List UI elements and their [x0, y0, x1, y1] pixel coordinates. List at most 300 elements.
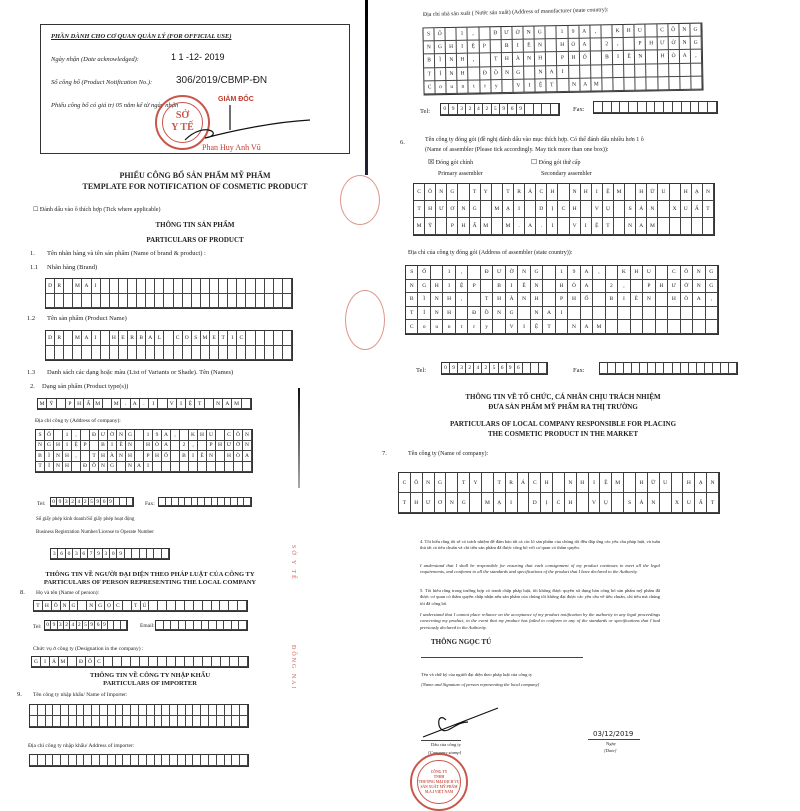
char-cell[interactable]	[119, 279, 128, 294]
char-cell[interactable]: 6	[515, 363, 523, 374]
char-cell[interactable]	[137, 294, 146, 309]
char-cell[interactable]: T	[424, 68, 435, 81]
char-cell[interactable]	[242, 399, 251, 409]
char-cell[interactable]: 9	[51, 621, 57, 630]
char-cell[interactable]	[481, 201, 492, 218]
char-cell[interactable]	[135, 430, 144, 441]
char-cell[interactable]: N	[679, 37, 690, 50]
char-cell[interactable]	[479, 27, 490, 40]
char-cell[interactable]: S	[192, 331, 201, 346]
char-cell[interactable]	[625, 184, 636, 201]
char-cell[interactable]	[201, 294, 210, 309]
char-cell[interactable]: H	[556, 280, 568, 294]
char-cell[interactable]: .	[514, 218, 525, 235]
char-cell[interactable]	[123, 716, 131, 727]
char-cell[interactable]: P	[557, 52, 568, 65]
char-cell[interactable]: H	[75, 399, 84, 409]
char-cell[interactable]	[624, 363, 632, 374]
char-cell[interactable]	[103, 399, 112, 409]
char-cell[interactable]: S	[406, 266, 418, 280]
char-cell[interactable]: t	[469, 80, 480, 93]
char-cell[interactable]	[601, 25, 612, 38]
char-cell[interactable]	[232, 705, 240, 716]
char-cell[interactable]: N	[243, 430, 252, 441]
char-cell[interactable]: T	[470, 184, 481, 201]
char-cell[interactable]: A	[581, 266, 593, 280]
char-cell[interactable]: N	[570, 184, 581, 201]
char-cell[interactable]	[30, 705, 38, 716]
char-cell[interactable]	[164, 331, 173, 346]
char-cell[interactable]: 9	[95, 498, 101, 506]
char-cell[interactable]: T	[414, 201, 425, 218]
char-cell[interactable]: M	[591, 78, 602, 91]
char-cell[interactable]	[30, 755, 38, 766]
char-cell[interactable]: B	[36, 451, 45, 462]
char-cell[interactable]: 4	[474, 363, 482, 374]
char-cell[interactable]: N	[431, 293, 443, 307]
char-cell[interactable]: Ố	[418, 266, 430, 280]
char-cell[interactable]: C	[95, 657, 104, 667]
char-cell[interactable]: Đ	[490, 27, 501, 40]
char-cell[interactable]: 2	[180, 441, 189, 452]
char-cell[interactable]	[556, 320, 568, 334]
char-cell[interactable]	[697, 363, 705, 374]
char-cell[interactable]	[228, 346, 237, 361]
char-cell[interactable]: I	[506, 280, 518, 294]
char-cell[interactable]: U	[660, 473, 672, 493]
char-cell[interactable]: Ệ	[536, 79, 547, 92]
char-cell[interactable]: Ệ	[456, 280, 468, 294]
char-cell[interactable]: Ấ	[695, 493, 707, 513]
char-cell[interactable]: C	[424, 81, 435, 94]
char-cell[interactable]: T	[491, 53, 502, 66]
char-cell[interactable]	[523, 363, 531, 374]
char-cell[interactable]	[198, 462, 207, 473]
char-cell[interactable]	[240, 755, 248, 766]
char-cell[interactable]	[664, 102, 673, 113]
char-cell[interactable]: Ì	[435, 54, 446, 67]
char-cell[interactable]	[646, 64, 657, 77]
char-cell[interactable]: U	[635, 25, 646, 38]
char-cell[interactable]	[116, 705, 124, 716]
char-cell[interactable]: H	[636, 184, 647, 201]
char-cell[interactable]	[658, 201, 669, 218]
char-cell[interactable]	[77, 705, 85, 716]
char-cell[interactable]	[192, 294, 201, 309]
char-cell[interactable]: A	[135, 462, 144, 473]
char-cell[interactable]: I	[524, 79, 535, 92]
char-cell[interactable]	[201, 716, 209, 727]
char-cell[interactable]: 3	[73, 549, 80, 559]
char-cell[interactable]: N	[54, 451, 63, 462]
char-cell[interactable]	[193, 705, 201, 716]
char-cell[interactable]	[183, 294, 192, 309]
char-cell[interactable]: u	[431, 320, 443, 334]
char-cell[interactable]	[53, 716, 61, 727]
char-cell[interactable]	[171, 462, 180, 473]
char-cell[interactable]: ,	[171, 430, 180, 441]
char-cell[interactable]	[699, 102, 708, 113]
char-cell[interactable]	[658, 64, 669, 77]
char-cell[interactable]: A	[223, 399, 232, 409]
char-cell[interactable]	[525, 201, 536, 218]
char-cell[interactable]	[108, 716, 116, 727]
char-cell[interactable]: A	[543, 307, 555, 321]
char-cell[interactable]	[205, 399, 214, 409]
company-tel-field[interactable]	[50, 497, 134, 507]
char-cell[interactable]: Ò	[568, 280, 580, 294]
char-cell[interactable]: N	[565, 473, 577, 493]
char-cell[interactable]	[664, 363, 672, 374]
manufacturer-address-grid[interactable]	[422, 23, 703, 96]
char-cell[interactable]	[546, 26, 557, 39]
char-cell[interactable]: 9	[568, 26, 579, 39]
char-cell[interactable]: G	[447, 184, 458, 201]
char-cell[interactable]: ,	[618, 280, 630, 294]
char-cell[interactable]: E	[119, 331, 128, 346]
char-cell[interactable]: Ệ	[603, 184, 614, 201]
char-cell[interactable]	[539, 363, 547, 374]
char-cell[interactable]	[61, 755, 69, 766]
char-cell[interactable]	[174, 279, 183, 294]
importer-name-grid[interactable]	[29, 704, 249, 728]
char-cell[interactable]: 5	[89, 498, 95, 506]
char-cell[interactable]: N	[568, 320, 580, 334]
char-cell[interactable]	[543, 266, 555, 280]
char-cell[interactable]: T	[195, 399, 204, 409]
char-cell[interactable]: A	[579, 26, 590, 39]
char-cell[interactable]: M	[94, 399, 103, 409]
char-cell[interactable]	[669, 77, 680, 90]
char-cell[interactable]: ,	[706, 293, 718, 307]
license-number-field[interactable]	[50, 548, 170, 560]
char-cell[interactable]	[216, 462, 225, 473]
char-cell[interactable]: N	[243, 441, 252, 452]
char-cell[interactable]	[178, 755, 186, 766]
char-cell[interactable]	[108, 755, 116, 766]
company-address-grid[interactable]	[35, 429, 253, 473]
char-cell[interactable]	[613, 65, 624, 78]
char-cell[interactable]: M	[232, 399, 241, 409]
primary-assembler-checkbox[interactable]: ☒	[428, 158, 435, 166]
char-cell[interactable]: 2	[483, 104, 491, 115]
char-cell[interactable]: Ồ	[491, 67, 502, 80]
char-cell[interactable]: Ạ	[695, 473, 707, 493]
char-cell[interactable]: Ị	[541, 493, 553, 513]
char-cell[interactable]: Ệ	[600, 473, 612, 493]
char-cell[interactable]	[140, 657, 149, 667]
assembler-address-grid[interactable]	[405, 265, 719, 335]
char-cell[interactable]: 2	[83, 498, 89, 506]
char-cell[interactable]: 3	[458, 104, 466, 115]
char-cell[interactable]: H	[443, 307, 455, 321]
manufacturer-fax-field[interactable]	[593, 101, 718, 114]
char-cell[interactable]	[703, 218, 714, 235]
char-cell[interactable]	[81, 451, 90, 462]
char-cell[interactable]: B	[99, 441, 108, 452]
char-cell[interactable]	[162, 549, 169, 559]
char-cell[interactable]: A	[146, 331, 155, 346]
char-cell[interactable]: 9	[108, 498, 114, 506]
char-cell[interactable]: H	[646, 38, 657, 51]
char-cell[interactable]: M	[73, 279, 82, 294]
char-cell[interactable]	[146, 279, 155, 294]
char-cell[interactable]: 5	[490, 363, 498, 374]
char-cell[interactable]	[490, 40, 501, 53]
char-cell[interactable]: N	[707, 473, 719, 493]
char-cell[interactable]: ,	[189, 441, 198, 452]
char-cell[interactable]: S	[423, 28, 434, 41]
char-cell[interactable]	[531, 363, 539, 374]
char-cell[interactable]	[600, 363, 608, 374]
char-cell[interactable]	[84, 755, 92, 766]
char-cell[interactable]: 1	[443, 266, 455, 280]
char-cell[interactable]	[156, 621, 164, 630]
char-cell[interactable]: T	[494, 473, 506, 493]
char-cell[interactable]: G	[108, 462, 117, 473]
char-cell[interactable]	[123, 755, 131, 766]
char-cell[interactable]: I	[189, 451, 198, 462]
char-cell[interactable]	[479, 54, 490, 67]
local-company-name-grid[interactable]	[398, 472, 720, 514]
char-cell[interactable]	[123, 705, 131, 716]
char-cell[interactable]	[691, 102, 700, 113]
char-cell[interactable]	[216, 430, 225, 441]
char-cell[interactable]: S	[625, 201, 636, 218]
char-cell[interactable]	[708, 102, 717, 113]
char-cell[interactable]	[660, 493, 672, 513]
char-cell[interactable]: C	[225, 430, 234, 441]
char-cell[interactable]: P	[144, 451, 153, 462]
char-cell[interactable]	[692, 218, 703, 235]
char-cell[interactable]	[176, 601, 185, 611]
char-cell[interactable]	[170, 755, 178, 766]
char-cell[interactable]: Ô	[425, 184, 436, 201]
char-cell[interactable]: C	[414, 184, 425, 201]
char-cell[interactable]: I	[41, 657, 50, 667]
char-cell[interactable]	[669, 64, 680, 77]
char-cell[interactable]: A	[162, 441, 171, 452]
char-cell[interactable]	[55, 294, 64, 309]
char-cell[interactable]: A	[162, 430, 171, 441]
char-cell[interactable]	[551, 104, 559, 115]
char-cell[interactable]	[64, 331, 73, 346]
char-cell[interactable]: I	[177, 399, 186, 409]
char-cell[interactable]: N	[625, 218, 636, 235]
char-cell[interactable]	[183, 279, 192, 294]
char-cell[interactable]: Ạ	[692, 184, 703, 201]
char-cell[interactable]	[492, 218, 503, 235]
char-cell[interactable]	[135, 441, 144, 452]
manufacturer-tel-field[interactable]	[440, 103, 560, 116]
char-cell[interactable]	[543, 293, 555, 307]
char-cell[interactable]: U	[643, 266, 655, 280]
char-cell[interactable]: I	[506, 493, 518, 513]
char-cell[interactable]: Ờ	[668, 37, 679, 50]
char-cell[interactable]	[101, 294, 110, 309]
char-cell[interactable]: r	[468, 320, 480, 334]
char-cell[interactable]	[186, 716, 194, 727]
char-cell[interactable]: Ô	[411, 473, 423, 493]
char-cell[interactable]	[186, 755, 194, 766]
char-cell[interactable]: H	[577, 473, 589, 493]
char-cell[interactable]: Ỹ	[425, 218, 436, 235]
char-cell[interactable]: D	[46, 331, 55, 346]
char-cell[interactable]: 3	[103, 549, 110, 559]
char-cell[interactable]	[155, 294, 164, 309]
char-cell[interactable]	[612, 102, 621, 113]
char-cell[interactable]: B	[180, 451, 189, 462]
char-cell[interactable]: 2	[482, 363, 490, 374]
char-cell[interactable]	[166, 498, 173, 506]
char-cell[interactable]	[146, 294, 155, 309]
char-cell[interactable]	[137, 279, 146, 294]
char-cell[interactable]: N	[406, 280, 418, 294]
char-cell[interactable]: A	[581, 320, 593, 334]
char-cell[interactable]: M	[482, 493, 494, 513]
char-cell[interactable]	[668, 320, 680, 334]
char-cell[interactable]: 9	[450, 363, 458, 374]
char-cell[interactable]	[186, 705, 194, 716]
char-cell[interactable]: B	[501, 40, 512, 53]
char-cell[interactable]	[680, 77, 691, 90]
char-cell[interactable]: A	[580, 78, 591, 91]
char-cell[interactable]	[602, 78, 613, 91]
char-cell[interactable]: P	[81, 441, 90, 452]
char-cell[interactable]: I	[556, 307, 568, 321]
brand-grid[interactable]	[45, 278, 293, 309]
char-cell[interactable]	[225, 462, 234, 473]
char-cell[interactable]: Ô	[681, 266, 693, 280]
char-cell[interactable]	[624, 473, 636, 493]
char-cell[interactable]	[632, 363, 640, 374]
char-cell[interactable]: B	[606, 293, 618, 307]
char-cell[interactable]	[274, 346, 283, 361]
char-cell[interactable]: I	[581, 218, 592, 235]
char-cell[interactable]	[180, 462, 189, 473]
char-cell[interactable]	[274, 331, 283, 346]
char-cell[interactable]: M	[612, 473, 624, 493]
char-cell[interactable]	[183, 346, 192, 361]
char-cell[interactable]	[618, 320, 630, 334]
char-cell[interactable]	[534, 104, 542, 115]
char-cell[interactable]	[77, 755, 85, 766]
char-cell[interactable]: 0	[51, 498, 57, 506]
char-cell[interactable]: G	[535, 26, 546, 39]
char-cell[interactable]	[46, 716, 54, 727]
char-cell[interactable]	[606, 320, 618, 334]
char-cell[interactable]: H	[668, 293, 680, 307]
char-cell[interactable]	[128, 279, 137, 294]
char-cell[interactable]: Đ	[77, 657, 86, 667]
char-cell[interactable]	[469, 67, 480, 80]
char-cell[interactable]	[219, 346, 228, 361]
char-cell[interactable]	[131, 755, 139, 766]
char-cell[interactable]: Ê	[631, 293, 643, 307]
char-cell[interactable]: I	[589, 473, 601, 493]
char-cell[interactable]	[170, 716, 178, 727]
char-cell[interactable]	[164, 294, 173, 309]
char-cell[interactable]	[256, 279, 265, 294]
char-cell[interactable]	[139, 716, 147, 727]
char-cell[interactable]	[283, 279, 292, 294]
char-cell[interactable]	[167, 657, 176, 667]
char-cell[interactable]: H	[683, 473, 695, 493]
char-cell[interactable]	[189, 462, 198, 473]
char-cell[interactable]	[631, 307, 643, 321]
char-cell[interactable]	[638, 102, 647, 113]
char-cell[interactable]: Ố	[162, 451, 171, 462]
char-cell[interactable]: B	[424, 55, 435, 68]
char-cell[interactable]: Ồ	[90, 462, 99, 473]
char-cell[interactable]: r	[480, 80, 491, 93]
char-cell[interactable]: 4	[76, 498, 82, 506]
person-tel-field[interactable]	[44, 620, 128, 631]
char-cell[interactable]: A	[581, 280, 593, 294]
char-cell[interactable]: C	[657, 24, 668, 37]
char-cell[interactable]: 1	[63, 430, 72, 441]
char-cell[interactable]: Ì	[418, 293, 430, 307]
char-cell[interactable]: C	[406, 320, 418, 334]
char-cell[interactable]: V	[592, 201, 603, 218]
char-cell[interactable]: 4	[70, 621, 76, 630]
char-cell[interactable]	[593, 293, 605, 307]
char-cell[interactable]: H	[631, 266, 643, 280]
char-cell[interactable]: K	[189, 430, 198, 441]
char-cell[interactable]	[635, 64, 646, 77]
char-cell[interactable]	[614, 218, 625, 235]
char-cell[interactable]	[655, 102, 664, 113]
char-cell[interactable]	[581, 201, 592, 218]
char-cell[interactable]	[558, 218, 569, 235]
char-cell[interactable]: H	[153, 451, 162, 462]
char-cell[interactable]	[656, 320, 668, 334]
char-cell[interactable]: A	[546, 66, 557, 79]
char-cell[interactable]	[139, 705, 147, 716]
char-cell[interactable]: ,	[72, 451, 81, 462]
char-cell[interactable]: H	[565, 493, 577, 513]
char-cell[interactable]: M	[59, 657, 68, 667]
char-cell[interactable]	[558, 184, 569, 201]
secondary-assembler-checkbox[interactable]: ☐	[531, 158, 538, 166]
char-cell[interactable]: M	[593, 320, 605, 334]
char-cell[interactable]	[693, 307, 705, 321]
char-cell[interactable]: G	[126, 430, 135, 441]
char-cell[interactable]	[265, 279, 274, 294]
secondary-assembler-option[interactable]	[531, 158, 581, 166]
char-cell[interactable]	[135, 451, 144, 462]
char-cell[interactable]: H	[425, 201, 436, 218]
char-cell[interactable]: H	[43, 601, 52, 611]
char-cell[interactable]	[209, 716, 217, 727]
char-cell[interactable]	[77, 716, 85, 727]
char-cell[interactable]	[229, 601, 238, 611]
char-cell[interactable]	[620, 102, 629, 113]
char-cell[interactable]: Ê	[198, 451, 207, 462]
char-cell[interactable]: 9	[568, 266, 580, 280]
char-cell[interactable]: I	[518, 320, 530, 334]
char-cell[interactable]: V	[513, 79, 524, 92]
char-cell[interactable]: U	[658, 184, 669, 201]
char-cell[interactable]: n	[443, 320, 455, 334]
char-cell[interactable]: 1	[556, 266, 568, 280]
char-cell[interactable]: I	[228, 331, 237, 346]
char-cell[interactable]: T	[399, 493, 411, 513]
char-cell[interactable]	[217, 705, 225, 716]
char-cell[interactable]	[171, 451, 180, 462]
char-cell[interactable]: I	[92, 331, 101, 346]
char-cell[interactable]: 2	[466, 363, 474, 374]
